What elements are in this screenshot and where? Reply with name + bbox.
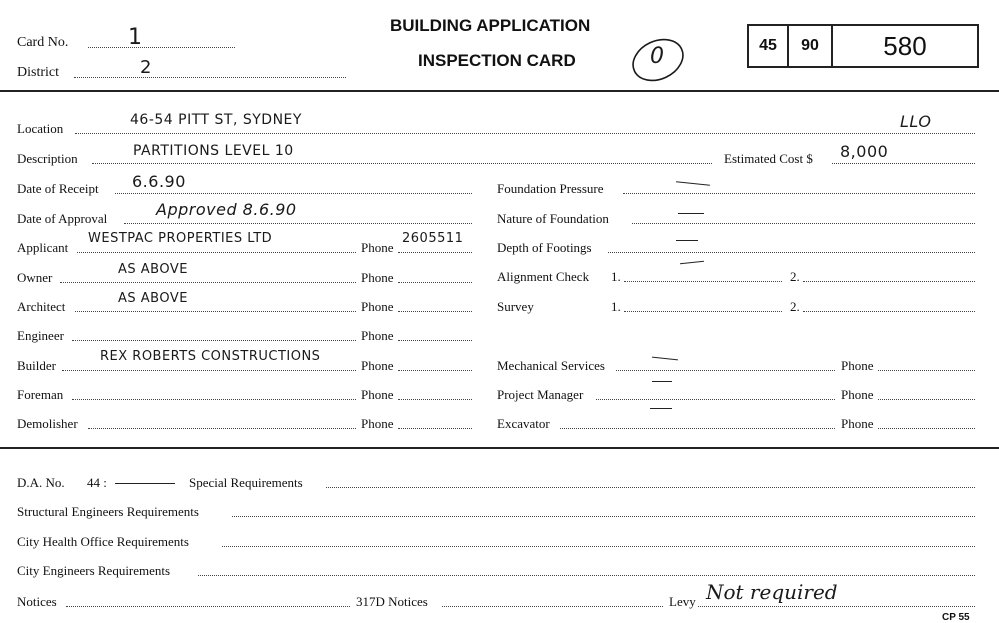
- applicant-phone-value: 2605511: [402, 231, 464, 246]
- special-requirements-line: [326, 487, 975, 488]
- location-line: [75, 133, 975, 134]
- location-note: LLO: [900, 112, 932, 131]
- notices-317d-line: [442, 606, 663, 607]
- project-manager-label: Project Manager: [497, 387, 584, 402]
- foreman-phone-label: Phone: [361, 387, 394, 402]
- applicant-phone-line: [398, 252, 472, 253]
- structural-requirements-line: [232, 516, 975, 517]
- builder-phone-label: Phone: [361, 358, 394, 373]
- excavator-dash: [650, 408, 672, 409]
- section-divider: [0, 447, 999, 449]
- special-requirements-label: Special Requirements: [189, 475, 303, 490]
- date-approval-label: Date of Approval: [17, 211, 108, 226]
- nature-foundation-label: Nature of Foundation: [497, 211, 609, 226]
- da-no-value: 44 :: [87, 475, 107, 490]
- location-value: 46-54 PITT ST, SYDNEY: [130, 112, 302, 128]
- excavator-label: Excavator: [497, 416, 550, 431]
- mechanical-services-label: Mechanical Services: [497, 358, 605, 373]
- title-line1: BUILDING APPLICATION: [390, 16, 591, 35]
- estimated-cost-line: [832, 163, 975, 164]
- depth-footings-dash: [676, 240, 698, 241]
- file-code-a: 45: [749, 26, 789, 66]
- architect-value: AS ABOVE: [118, 291, 188, 306]
- date-approval-value: Approved 8.6.90: [156, 200, 297, 219]
- demolisher-label: Demolisher: [17, 416, 78, 431]
- builder-label: Builder: [17, 358, 56, 373]
- foundation-pressure-line: [623, 193, 975, 194]
- foreman-line: [72, 399, 356, 400]
- applicant-label: Applicant: [17, 240, 69, 255]
- foundation-pressure-dash: [676, 181, 710, 186]
- card-no-value: 1: [128, 25, 143, 50]
- description-label: Description: [17, 151, 78, 166]
- levy-value: Not required: [706, 580, 838, 604]
- circled-mark-text: 0: [650, 44, 665, 69]
- alignment-dash: [680, 261, 704, 265]
- demolisher-line: [88, 428, 356, 429]
- engineer-phone-label: Phone: [361, 328, 394, 343]
- survey-line-1: [624, 311, 782, 312]
- engineer-phone-line: [398, 340, 472, 341]
- header-divider: [0, 90, 999, 92]
- depth-footings-line: [608, 252, 975, 253]
- survey-one: 1.: [611, 299, 621, 314]
- architect-phone-label: Phone: [361, 299, 394, 314]
- district-line: [74, 77, 346, 78]
- health-requirements-line: [222, 546, 975, 547]
- notices-317d-label: 317D Notices: [356, 594, 428, 609]
- applicant-value: WESTPAC PROPERTIES LTD: [88, 231, 273, 246]
- date-receipt-line: [115, 193, 472, 194]
- alignment-check-label: Alignment Check: [497, 269, 590, 284]
- owner-value: AS ABOVE: [118, 262, 188, 277]
- builder-line: [62, 370, 356, 371]
- estimated-cost-value: 8,000: [840, 142, 889, 161]
- architect-label: Architect: [17, 299, 66, 314]
- da-no-label: D.A. No.: [17, 475, 65, 490]
- notices-line: [66, 606, 350, 607]
- date-approval-line: [124, 223, 472, 224]
- excavator-line: [560, 428, 835, 429]
- excavator-phone-line: [878, 428, 975, 429]
- owner-phone-label: Phone: [361, 270, 394, 285]
- da-no-dash: [115, 483, 175, 484]
- alignment-check-one: 1.: [611, 269, 621, 284]
- applicant-line: [77, 252, 356, 253]
- form-code: CP 55: [942, 612, 970, 623]
- survey-two: 2.: [790, 299, 800, 314]
- project-manager-phone-line: [878, 399, 975, 400]
- structural-requirements-label: Structural Engineers Requirements: [17, 504, 199, 519]
- card-no-label: Card No.: [17, 35, 69, 50]
- description-value: PARTITIONS LEVEL 10: [133, 143, 294, 159]
- owner-line: [60, 282, 356, 283]
- project-manager-phone-label: Phone: [841, 387, 874, 402]
- engineers-requirements-line: [198, 575, 975, 576]
- foreman-label: Foreman: [17, 387, 64, 402]
- architect-phone-line: [398, 311, 472, 312]
- engineer-line: [72, 340, 356, 341]
- project-manager-line: [596, 399, 835, 400]
- alignment-check-line-2: [803, 281, 975, 282]
- notices-label: Notices: [17, 594, 57, 609]
- survey-label: Survey: [497, 299, 534, 314]
- date-receipt-label: Date of Receipt: [17, 181, 99, 196]
- excavator-phone-label: Phone: [841, 416, 874, 431]
- engineers-requirements-label: City Engineers Requirements: [17, 563, 171, 578]
- alignment-check-two: 2.: [790, 269, 800, 284]
- owner-phone-line: [398, 282, 472, 283]
- depth-footings-label: Depth of Footings: [497, 240, 592, 255]
- applicant-phone-label: Phone: [361, 240, 394, 255]
- date-receipt-value: 6.6.90: [132, 172, 186, 191]
- levy-label: Levy: [669, 594, 696, 609]
- builder-phone-line: [398, 370, 472, 371]
- engineer-label: Engineer: [17, 328, 64, 343]
- survey-line-2: [803, 311, 975, 312]
- health-requirements-label: City Health Office Requirements: [17, 534, 189, 549]
- project-manager-dash: [652, 381, 672, 382]
- estimated-cost-label: Estimated Cost $: [724, 151, 813, 166]
- levy-line: [698, 606, 975, 607]
- mechanical-services-phone-label: Phone: [841, 358, 874, 373]
- demolisher-phone-label: Phone: [361, 416, 394, 431]
- district-value: 2: [140, 57, 152, 78]
- title-line2: INSPECTION CARD: [418, 51, 576, 70]
- file-code-b: 90: [789, 26, 833, 66]
- file-code-c: 580: [883, 30, 927, 61]
- mechanical-services-dash: [652, 357, 678, 361]
- description-line: [92, 163, 712, 164]
- demolisher-phone-line: [398, 428, 472, 429]
- nature-foundation-dash: [678, 213, 704, 214]
- mechanical-services-line: [616, 370, 835, 371]
- nature-foundation-line: [632, 223, 975, 224]
- mechanical-services-phone-line: [878, 370, 975, 371]
- card-no-line: [88, 47, 235, 48]
- owner-label: Owner: [17, 270, 53, 285]
- foundation-pressure-label: Foundation Pressure: [497, 181, 604, 196]
- district-label: District: [17, 65, 59, 80]
- foreman-phone-line: [398, 399, 472, 400]
- location-label: Location: [17, 121, 64, 136]
- alignment-check-line-1: [624, 281, 782, 282]
- architect-line: [75, 311, 356, 312]
- builder-value: REX ROBERTS CONSTRUCTIONS: [100, 349, 321, 364]
- file-number-box: [747, 24, 979, 68]
